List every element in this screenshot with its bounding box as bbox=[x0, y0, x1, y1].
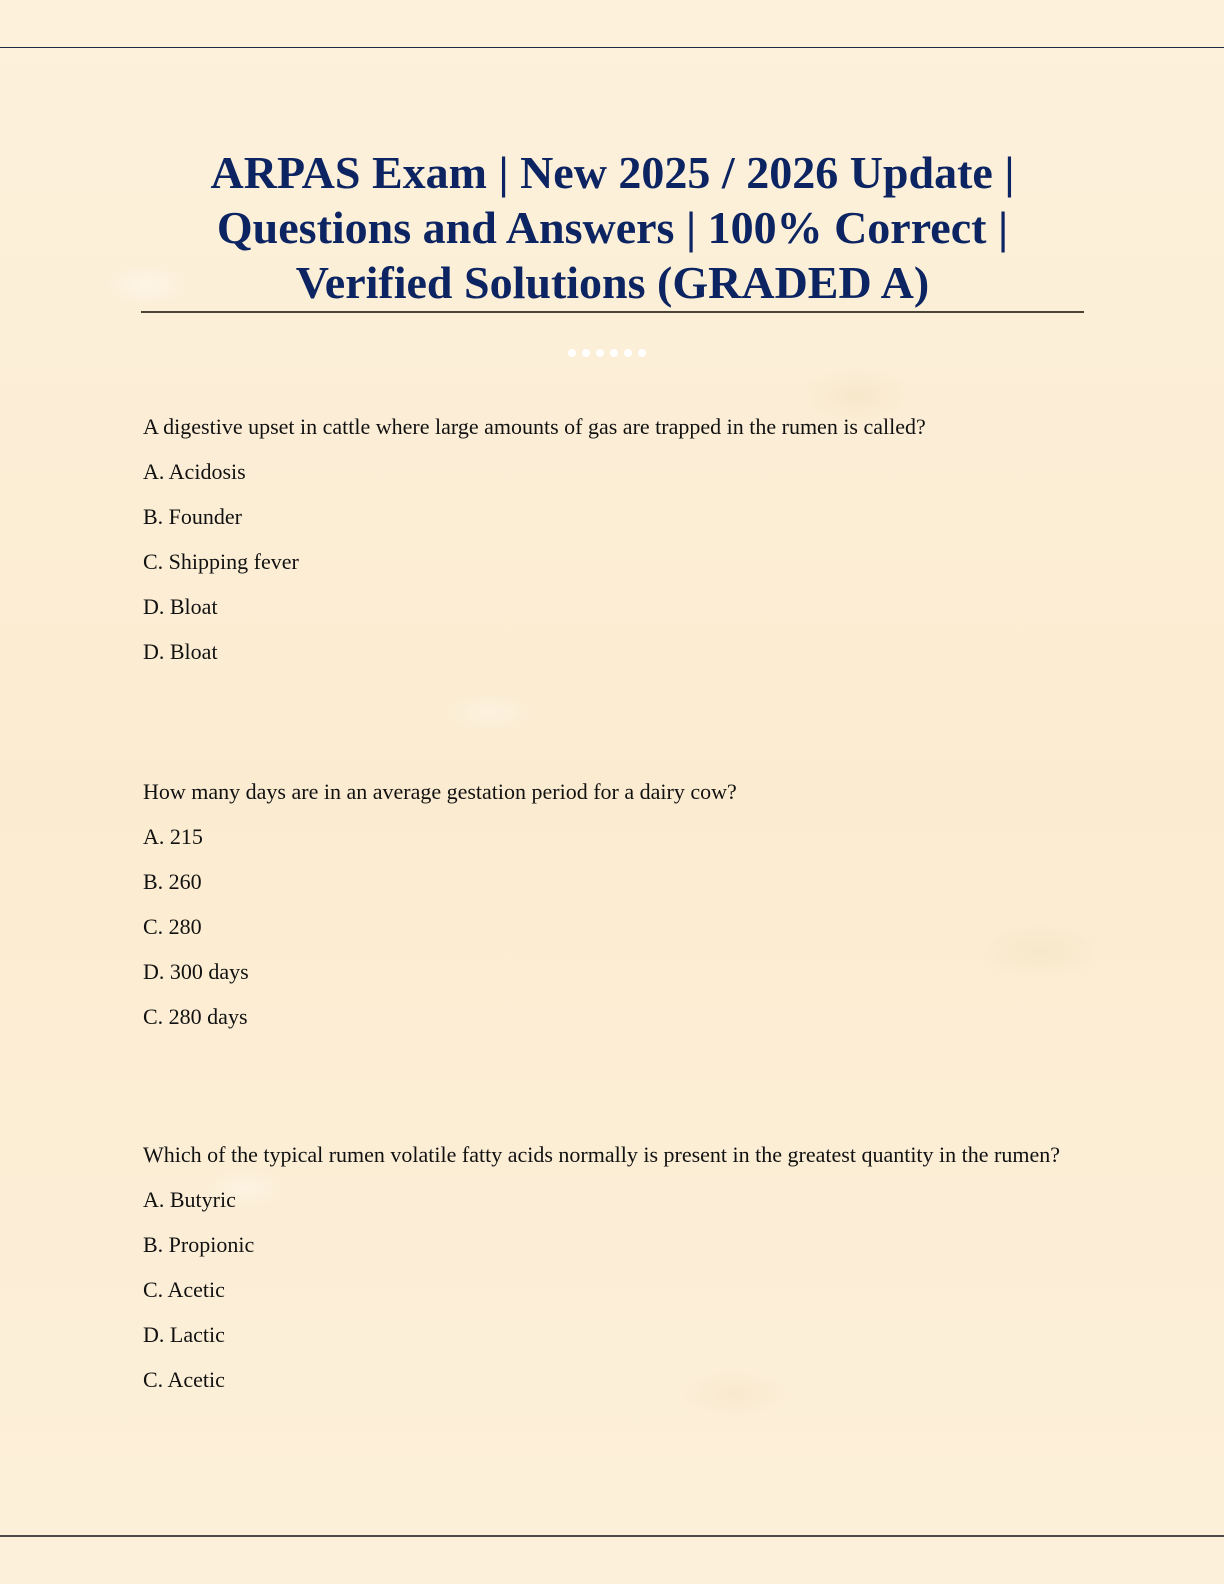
dot-icon bbox=[638, 349, 646, 357]
dot-icon bbox=[582, 349, 590, 357]
dot-icon bbox=[624, 349, 632, 357]
option-d: D. 300 days bbox=[143, 959, 249, 984]
options-list bbox=[143, 457, 1083, 667]
option-c: C. Acetic bbox=[143, 1277, 225, 1302]
question-text: How many days are in an average gestation period for a dairy cow? bbox=[143, 779, 737, 804]
page-title bbox=[141, 145, 1084, 310]
option-d: D. Lactic bbox=[143, 1322, 225, 1347]
option-a: A. 215 bbox=[143, 824, 203, 849]
options-list bbox=[143, 822, 1083, 1032]
option-b: B. 260 bbox=[143, 869, 202, 894]
option-a: A. Acidosis bbox=[143, 459, 246, 484]
title-underline-rule bbox=[141, 311, 1084, 313]
options-list bbox=[143, 1185, 1083, 1395]
answer-text: D. Bloat bbox=[143, 639, 218, 664]
option-b: B. Founder bbox=[143, 504, 242, 529]
dot-icon bbox=[610, 349, 618, 357]
option-a: A. Butyric bbox=[143, 1187, 236, 1212]
question-text: Which of the typical rumen volatile fatty acids normally is present in the greatest quantity in the rumen? bbox=[143, 1142, 1060, 1167]
question-block-2 bbox=[143, 777, 1083, 1032]
title-line-3: Verified Solutions (GRADED A) bbox=[295, 257, 930, 308]
question-block-1 bbox=[143, 412, 1083, 667]
answer-text: C. 280 days bbox=[143, 1004, 248, 1029]
question-block-3 bbox=[143, 1140, 1083, 1395]
decorative-dots bbox=[568, 349, 646, 357]
dot-icon bbox=[568, 349, 576, 357]
option-b: B. Propionic bbox=[143, 1232, 255, 1257]
option-c: C. Shipping fever bbox=[143, 549, 299, 574]
answer-text: C. Acetic bbox=[143, 1367, 225, 1392]
page-header-rule bbox=[0, 47, 1224, 48]
title-line-1: ARPAS Exam | New 2025 / 2026 Update | bbox=[210, 147, 1015, 198]
option-d: D. Bloat bbox=[143, 594, 218, 619]
title-line-2: Questions and Answers | 100% Correct | bbox=[216, 202, 1009, 253]
dot-icon bbox=[596, 349, 604, 357]
title-block bbox=[141, 145, 1084, 310]
page-footer-rule bbox=[0, 1535, 1224, 1537]
question-text: A digestive upset in cattle where large amounts of gas are trapped in the rumen is called? bbox=[143, 414, 926, 439]
option-c: C. 280 bbox=[143, 914, 202, 939]
